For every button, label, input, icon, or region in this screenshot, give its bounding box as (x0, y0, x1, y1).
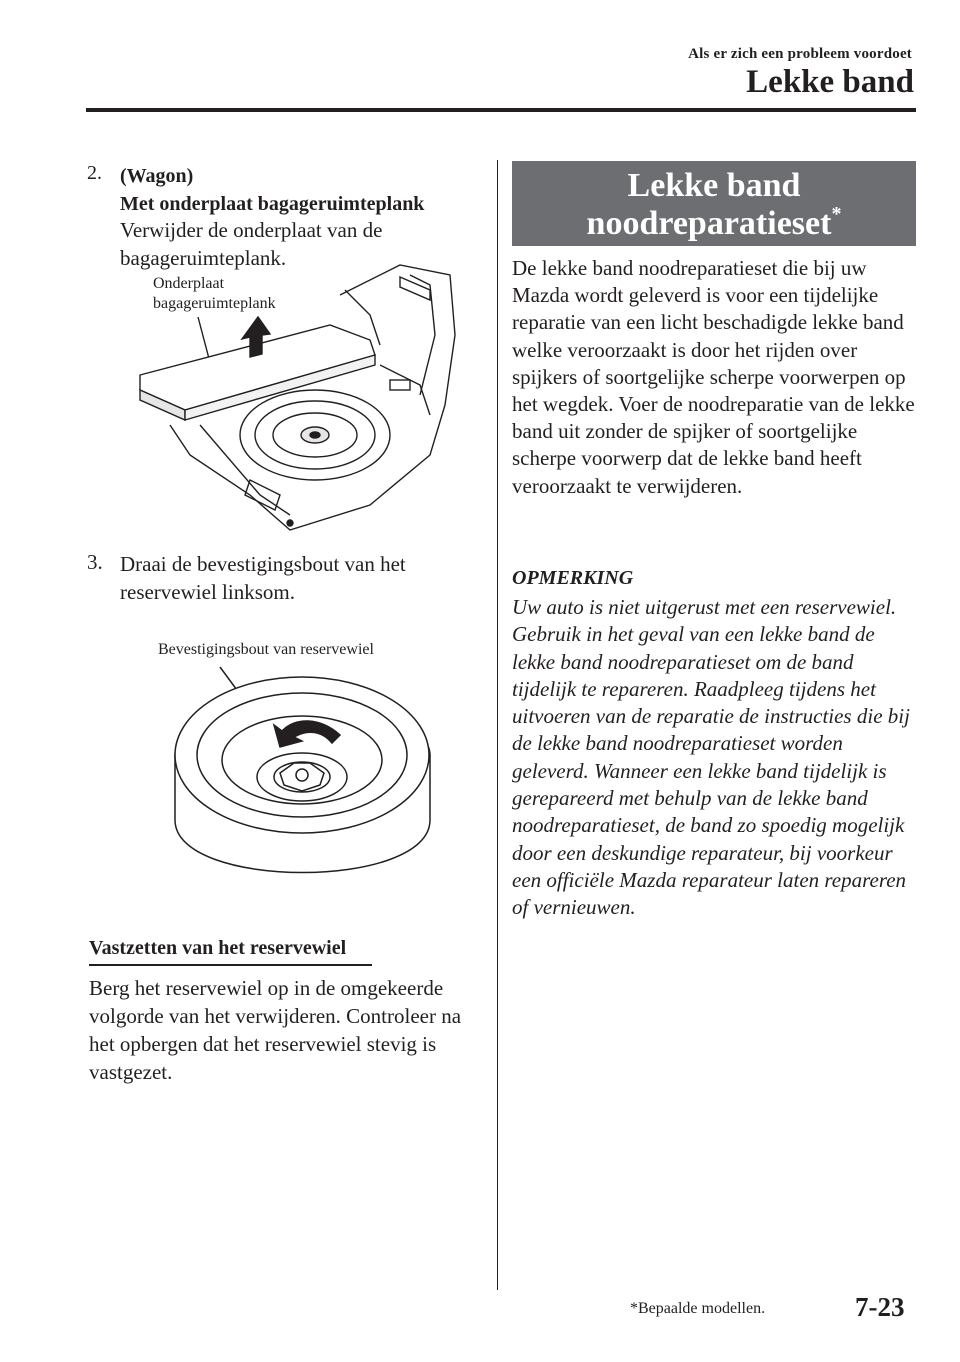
note-body: Uw auto is niet uitgerust met een reservewiel. Gebruik in het geval van een lekke band de lekke band noodreparatieset om de band tijdelijk te repareren. Raadpleeg tijdens het uitvoeren van de reparatie de instructies die bij de lekke band noodreparatieset worden geleverd. Wanneer een lekke band tijdelijk is gerepareerd met behulp van de lekke band noodreparatieset, de band zo spoedig mogelijk door een deskundige reparateur, bij voorkeur een officiële Mazda reparateur laten repareren of vernieuwen. (512, 595, 910, 920)
footnote-mark: * (831, 203, 842, 225)
step-2-title-line2: Met onderplaat bagageruimteplank (120, 193, 425, 215)
banner-line1: Lekke band (627, 167, 801, 204)
fig1-label-line2: bagageruimteplank (153, 295, 276, 312)
spare-wheel-illustration (170, 655, 440, 915)
header-rule (86, 108, 916, 112)
section-title: Lekke band (746, 64, 914, 100)
section-heading-underline (89, 964, 372, 966)
section-body: Berg het reservewiel op in de omgekeerde volgorde van het verwijderen. Controleer na het opbergen dat het reservewiel stevig is vastgezet. (89, 976, 462, 1084)
section-heading: Vastzetten van het reservewiel (89, 937, 347, 959)
banner-line2-text: noodreparatieset (586, 205, 832, 242)
chapter-title: Als er zich een probleem voordoet (688, 46, 912, 62)
footnote: *Bepaalde modellen. (630, 1300, 766, 1317)
step-2-title (120, 162, 424, 218)
step-2-description: Verwijder de onderplaat van de bagageruimteplank. (120, 218, 383, 270)
section-banner (512, 161, 916, 246)
fig2-label: Bevestigingsbout van reservewiel (158, 641, 374, 658)
column-divider (497, 160, 498, 1290)
step-3-text: Draai de bevestigingsbout van het reservewiel linksom. (120, 552, 406, 604)
intro-paragraph: De lekke band noodreparatieset die bij uw Mazda wordt geleverd is voor een tijdelijke reparatie van een licht beschadigde lekke band welke veroorzaakt is door het rijden over spijkers of soortgelijke scherpe voorwerpen op het wegdek. Voer de noodreparatie van de lekke band uit zonder de spijker of soortgelijke scherpe voorwerp dat de lekke band heeft veroorzaakt te verwijderen. (512, 256, 915, 498)
trunk-board-illustration (130, 255, 470, 545)
page-number: 7-23 (855, 1292, 905, 1322)
note-heading: OPMERKING (512, 567, 634, 589)
banner-line2 (512, 205, 916, 243)
step-3-number: 3. (87, 550, 103, 574)
fig1-label-line1: Onderplaat (153, 275, 225, 292)
step-2-number: 2. (87, 162, 102, 184)
step-2-title-line1: (Wagon) (120, 165, 194, 187)
